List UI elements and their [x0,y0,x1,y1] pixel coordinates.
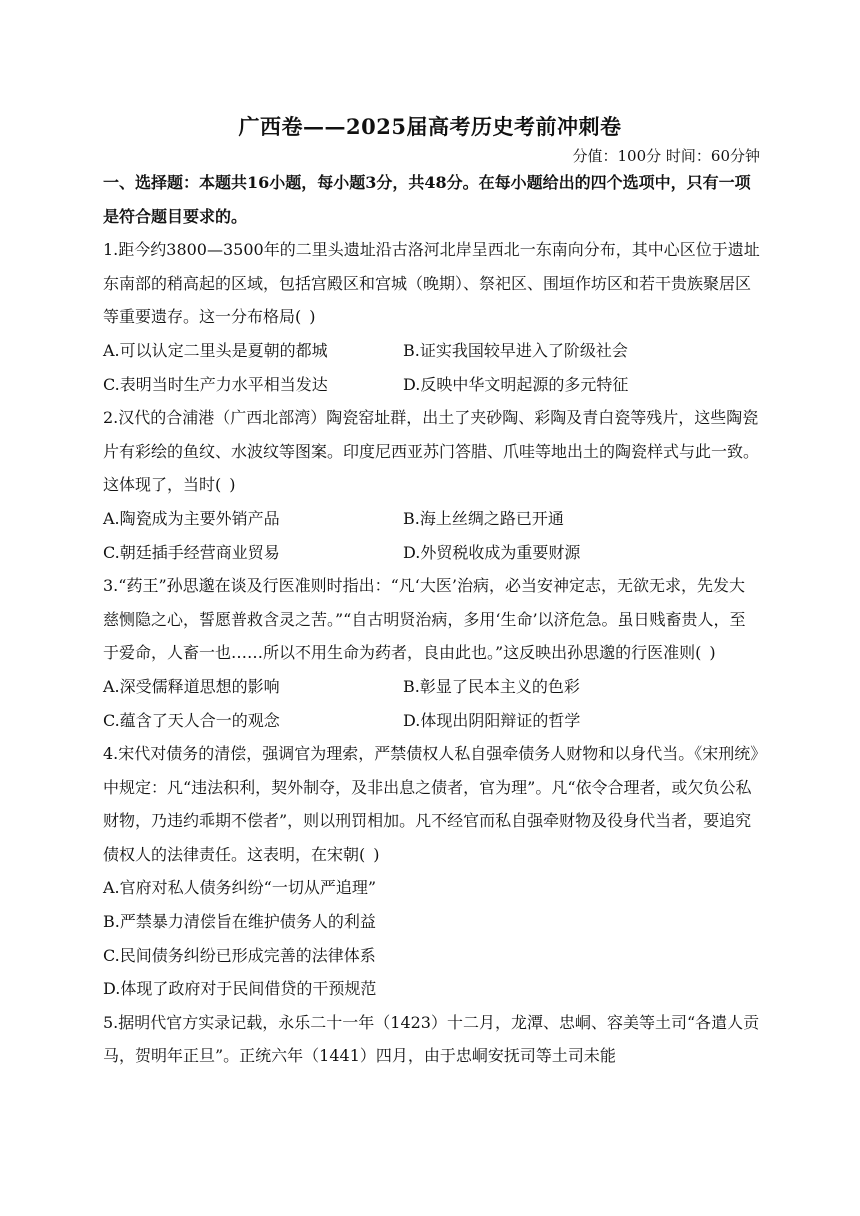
section-heading: 一、选择题：本题共16小题，每小题3分，共48分。在每小题给出的四个选项中，只有一项是符合题目要求的。 [103,173,751,226]
question-2-option-c[interactable]: C.朝廷插手经营商业贸易 [103,542,280,562]
question-4-option-d[interactable]: D.体现了政府对于民间借贷的干预规范 [103,979,377,999]
question-1-option-c[interactable]: C.表明当时生产力水平相当发达 [103,374,328,394]
question-1-option-d[interactable]: D.反映中华文明起源的多元特征 [403,374,629,394]
question-2-stem: 2.汉代的合浦港（广西北部湾）陶瓷窑址群，出土了夹砂陶、彩陶及青白瓷等残片，这些陶瓷片有彩绘的鱼纹、水波纹等图案。印度尼西亚苏门答腊、爪哇等地出土的陶瓷样式与此一致。这体现了，当时( ) [103,408,760,495]
question-3-option-b[interactable]: B.彰显了民本主义的色彩 [403,676,580,696]
question-3-options-row-2 [103,704,760,738]
question-2-option-b[interactable]: B.海上丝绸之路已开通 [403,508,564,528]
question-5-stem: 5.据明代官方实录记载，永乐二十一年（1423）十二月，龙潭、忠峒、容美等土司“各遣人贡马，贺明年正旦”。正统六年（1441）四月，由于忠峒安抚司等土司未能 [103,1012,760,1066]
question-1-options-row-2 [103,368,760,402]
exam-title: 广西卷——2025届高考历史考前冲刺卷 [238,114,622,139]
question-3-option-c[interactable]: C.蕴含了天人合一的观念 [103,710,280,730]
question-1-options-row-1 [103,334,760,368]
question-4-stem: 4.宋代对债务的清偿，强调官为理索，严禁债权人私自强牵债务人财物和以身代当。《宋刑统》中规定：凡“违法积利，契外制夺，及非出息之债者，官为理”。凡“依令合理者，或欠负公私财物，乃违约乖期不偿者”，则以刑罚相加。凡不经官而私自强牵财物及役身代当者，要追究债权人的法律责任。这表明，在宋朝( ) [103,744,759,864]
question-3-option-d[interactable]: D.体现出阴阳辩证的哲学 [403,710,581,730]
question-2-option-d[interactable]: D.外贸税收成为重要财源 [403,542,581,562]
question-1-option-a[interactable]: A.可以认定二里头是夏朝的都城 [103,340,328,360]
question-3-options-row-1 [103,670,760,704]
question-3-option-a[interactable]: A.深受儒释道思想的影响 [103,676,280,696]
question-2-options-row-2 [103,536,760,570]
exam-content [103,166,760,1073]
question-4-option-a[interactable]: A.官府对私人债务纠纷“一切从严追理” [103,878,377,898]
score-time-info: 分值：100分 时间：60分钟 [572,147,760,165]
question-1-option-b[interactable]: B.证实我国较早进入了阶级社会 [403,340,628,360]
question-4-option-c[interactable]: C.民间债务纠纷已形成完善的法律体系 [103,945,376,965]
question-1-stem: 1.距今约3800—3500年的二里头遗址沿古洛河北岸呈西北一东南向分布，其中心区位于遗址东南部的稍高起的区域，包括宫殿区和宫城（晚期）、祭祀区、围垣作坊区和若干贵族聚居区等重要遗存。这一分布格局( ) [103,240,760,327]
question-2-option-a[interactable]: A.陶瓷成为主要外销产品 [103,508,280,528]
question-4-option-b[interactable]: B.严禁暴力清偿旨在维护债务人的利益 [103,912,376,932]
question-3-stem: 3.“药王”孙思邈在谈及行医准则时指出：“凡‘大医’治病，必当安神定志，无欲无求，先发大慈恻隐之心，誓愿普救含灵之苦。”“自古明贤治病，多用‘生命’以济危急。虽日贱畜贵人，至于爱命，人畜一也……所以不用生命为药者，良由此也。”这反映出孙思邈的行医准则( ) [103,576,746,663]
question-2-options-row-1 [103,502,760,536]
